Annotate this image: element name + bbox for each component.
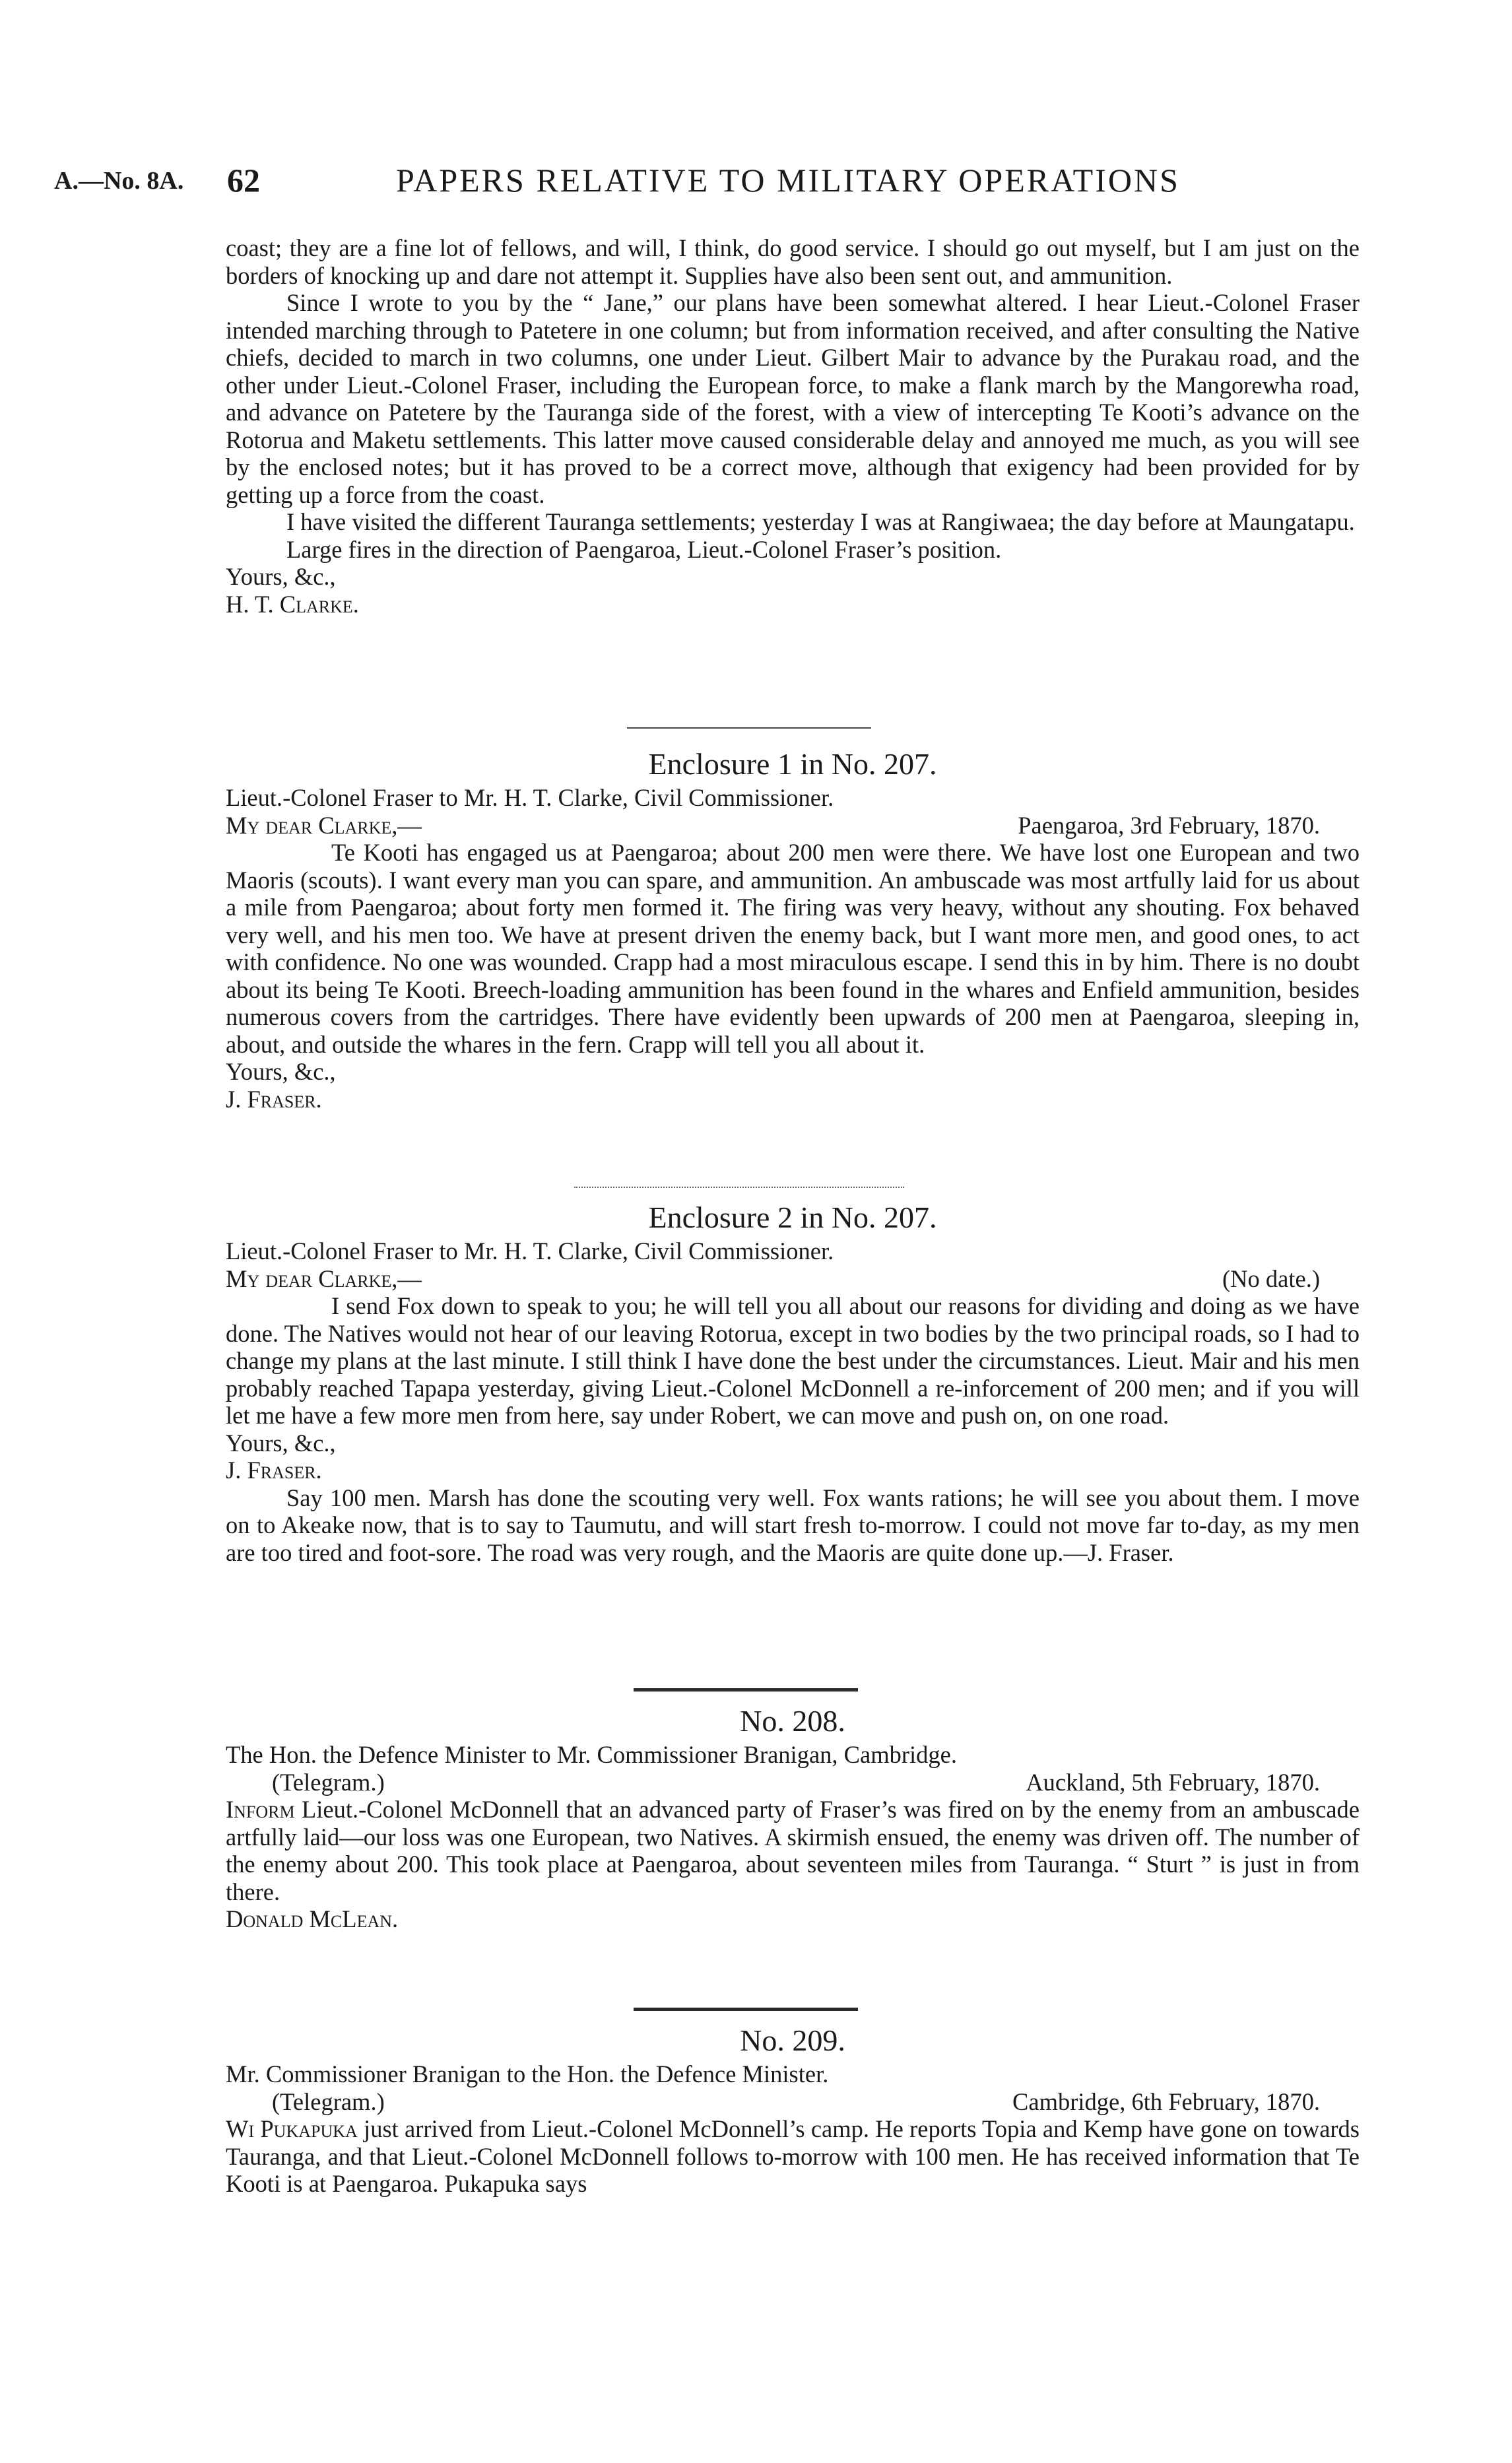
enclosure-1-salutation: My dear Clarke,— <box>226 811 422 839</box>
enclosure-2-signature: J. Fraser. <box>226 1457 322 1484</box>
document-209-subheading: Mr. Commissioner Branigan to the Hon. the Defence Minister. <box>226 2060 829 2087</box>
enclosure-1-subheading: Lieut.-Colonel Fraser to Mr. H. T. Clarke, Civil Commissioner. <box>226 784 834 811</box>
section-divider <box>634 1688 858 1691</box>
intro-section <box>226 234 1360 618</box>
enclosure-1-heading: Enclosure 1 in No. 207. <box>648 747 937 781</box>
document-208 <box>226 1701 1360 1933</box>
document-209-lead: Wi Pukapuka <box>226 2115 358 2142</box>
enclosure-2-body: I send Fox down to speak to you; he will tell you all about our reasons for dividing and doing as we have done. The Natives would not hear of our leaving Rotorua, except in two bodies by the two principal roads, so I had to change my plans at the last minute. I still think I have done the best under the circumstances. Lieut. Mair and his men probably reached Tapapa yesterday, giving Lieut.-Colonel McDonnell a re-inforcement of 200 men; and if you will let me have a few more men from here, say under Robert, we can move and push on, on one road. <box>226 1292 1360 1429</box>
document-208-type: (Telegram.) <box>272 1768 385 1796</box>
enclosure-1-signature: J. Fraser. <box>226 1085 322 1113</box>
intro-paragraph-2: Since I wrote to you by the “ Jane,” our plans have been somewhat altered. I hear Lieut.-Colonel Fraser intended marching through to Patetere in one column; but from information received, and after consulting the Native chiefs, decided to march in two columns, one under Lieut. Gilbert Mair to advance by the Purakau road, and the other under Lieut.-Colonel Fraser, including the European force, to make a flank march by the Mangorewha road, and advance on Patetere by the Tauranga side of the forest, with a view of intercepting Te Kooti’s advance on the Rotorua and Maketu settlements. This latter move caused considerable delay and annoyed me much, as you will see by the enclosed notes; but it has proved to be a correct move, although that exigency had been provided for by getting up a force from the coast. <box>226 289 1360 508</box>
section-divider <box>574 1187 904 1188</box>
section-divider <box>634 2008 858 2011</box>
section-divider <box>627 727 871 729</box>
intro-paragraph-4: Large fires in the direction of Paengaroa, Lieut.-Colonel Fraser’s position. <box>286 535 1002 563</box>
document-208-signature: Donald McLean. <box>226 1905 399 1932</box>
enclosure-1 <box>226 744 1360 1113</box>
document-209-body: just arrived from Lieut.-Colonel McDonnell’s camp. He reports Topia and Kemp have gone on towards Tauranga, and that Lieut.-Colonel McDonnell follows to-morrow with 100 men. He has received information that Te Kooti is at Paengaroa. Pukapuka says <box>226 2115 1360 2197</box>
intro-closing: Yours, &c., <box>226 563 336 590</box>
enclosure-2-heading: Enclosure 2 in No. 207. <box>648 1200 937 1234</box>
enclosure-2-subheading: Lieut.-Colonel Fraser to Mr. H. T. Clarke, Civil Commissioner. <box>226 1237 834 1264</box>
document-reference: A.—No. 8A. <box>54 167 184 195</box>
document-209-date: Cambridge, 6th February, 1870. <box>1012 2087 1320 2115</box>
enclosure-2-date: (No date.) <box>1222 1264 1320 1292</box>
intro-paragraph-1: coast; they are a fine lot of fellows, and will, I think, do good service. I should go out myself, but I am just on the borders of knocking up and dare not attempt it. Supplies have also been sent out, and ammunition. <box>226 234 1360 289</box>
page-header <box>0 157 1512 216</box>
enclosure-1-date: Paengaroa, 3rd February, 1870. <box>1018 811 1320 839</box>
intro-paragraph-3: I have visited the different Tauranga settlements; yesterday I was at Rangiwaea; the day before at Maungatapu. <box>286 508 1355 535</box>
document-209-heading: No. 209. <box>740 2023 845 2057</box>
enclosure-2 <box>226 1198 1360 1566</box>
document-208-body: Lieut.-Colonel McDonnell that an advanced party of Fraser’s was fired on by the enemy from an ambuscade artfully laid—our loss was one European, two Natives. A skirmish ensued, the enemy was driven off. The number of the enemy about 200. This took place at Paengaroa, about seventeen miles from Tauranga. “ Sturt ” is just in from there. <box>226 1796 1360 1905</box>
intro-signature: H. T. Clarke. <box>226 590 359 618</box>
enclosure-1-body: Te Kooti has engaged us at Paengaroa; about 200 men were there. We have lost one European and two Maoris (scouts). I want every man you can spare, and ammunition. An ambuscade was most artfully laid for us about a mile from Paengaroa; about forty men formed it. The firing was very heavy, without any shouting. Fox behaved very well, and his men too. We have at present driven the enemy back, but I want more men, and good ones, to act with confidence. No one was wounded. Crapp had a most miraculous escape. I send this in by him. There is no doubt about its being Te Kooti. Breech-loading ammunition has been found in the whares and Enfield ammunition, besides numerous covers from the cartridges. There have evidently been upwards of 200 men at Paengaroa, sleeping in, about, and outside the whares in the fern. Crapp will tell you all about it. <box>226 839 1360 1058</box>
page-number: 62 <box>227 162 260 199</box>
enclosure-1-closing: Yours, &c., <box>226 1058 336 1085</box>
enclosure-2-salutation: My dear Clarke,— <box>226 1264 422 1292</box>
enclosure-2-postscript: Say 100 men. Marsh has done the scouting very well. Fox wants rations; he will see you about them. I move on to Akeake now, that is to say to Taumutu, and will start fresh to-morrow. I could not move far to-day, as my men are too tired and foot-sore. The road was very rough, and the Maoris are quite done up.—J. Fraser. <box>226 1484 1360 1566</box>
document-208-lead: Inform <box>226 1796 295 1823</box>
document-208-subheading: The Hon. the Defence Minister to Mr. Commissioner Branigan, Cambridge. <box>226 1741 957 1768</box>
page-title: PAPERS RELATIVE TO MILITARY OPERATIONS <box>396 162 1180 199</box>
enclosure-2-closing: Yours, &c., <box>226 1429 336 1457</box>
document-209-type: (Telegram.) <box>272 2087 385 2115</box>
document-209 <box>226 2021 1360 2198</box>
document-208-heading: No. 208. <box>740 1704 845 1738</box>
document-208-date: Auckland, 5th February, 1870. <box>1026 1768 1320 1796</box>
